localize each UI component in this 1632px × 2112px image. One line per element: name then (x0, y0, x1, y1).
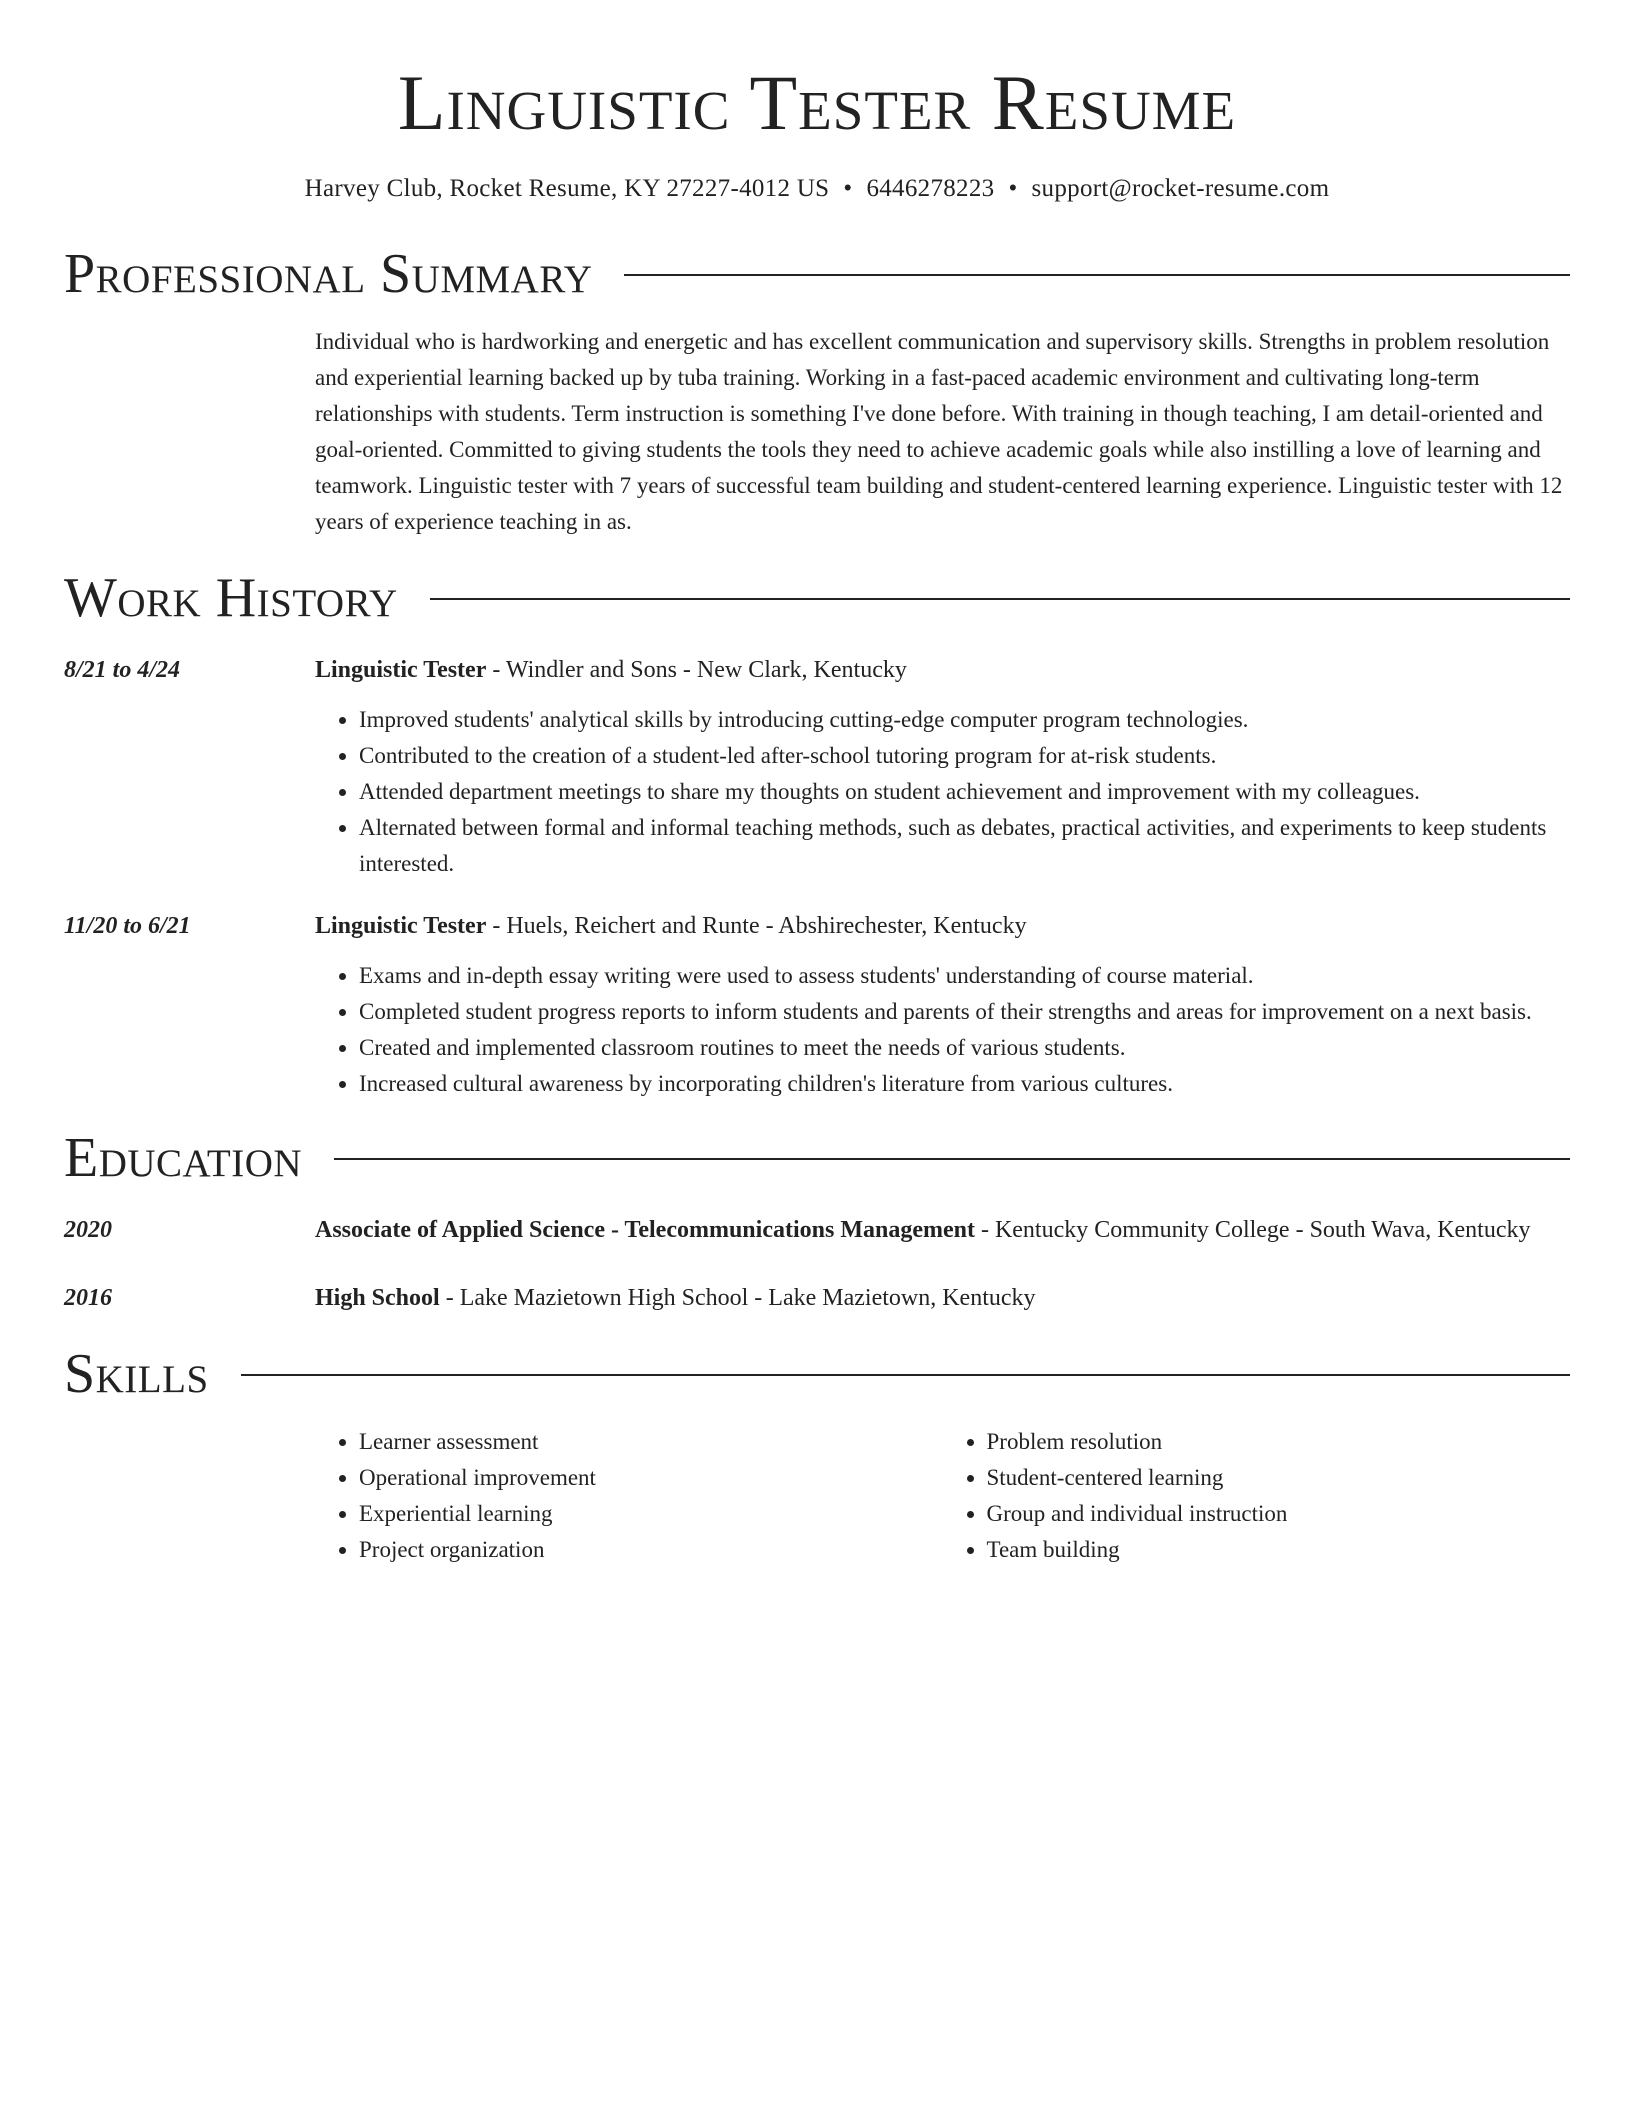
job-dates: 11/20 to 6/21 (64, 913, 191, 939)
education-heading: Education (64, 1127, 303, 1189)
education-year: 2016 (64, 1285, 112, 1311)
education-degree: High School (315, 1285, 440, 1311)
skills-grid (315, 1424, 1570, 1568)
list-item: • Learner assessment (359, 1424, 943, 1460)
page-title: Linguistic Tester Resume (397, 59, 1237, 146)
skills-list-right (943, 1424, 1571, 1568)
contact-separator: • (1008, 175, 1018, 202)
job-dates: 8/21 to 4/24 (64, 657, 181, 683)
skills-section-header (64, 1342, 1570, 1406)
section-divider (624, 274, 1570, 276)
list-item: • Team building (987, 1532, 1571, 1568)
list-item: • Group and individual instruction (987, 1496, 1571, 1532)
education-section-header (64, 1126, 1570, 1190)
job-heading (315, 906, 1570, 946)
job-entry (64, 906, 1570, 1102)
list-item: • Experiential learning (359, 1496, 943, 1532)
skills-list-left (315, 1424, 943, 1568)
list-item: • Increased cultural awareness by incorporating children's literature from various cultures. (359, 1066, 1570, 1102)
summary-text: Individual who is hardworking and energetic and has excellent communication and supervisory skills. Strengths in problem resolution and experiential learning backed up by tuba training. Working in a fast-paced academic environment and cultivating long-term relationships with students. Term instruction is something I've done before. With training in though teaching, I am detail-oriented and goal-oriented. Committed to giving students the tools they need to achieve academic goals while also instilling a love of learning and teamwork. Linguistic tester with 7 years of successful team building and student-centered learning experience. Linguistic tester with 12 years of experience teaching in as. (315, 329, 1563, 534)
education-body (315, 1278, 1570, 1318)
job-heading (315, 650, 1570, 690)
list-item: • Operational improvement (359, 1460, 943, 1496)
list-item: • Created and implemented classroom routines to meet the needs of various students. (359, 1030, 1570, 1066)
list-item: • Problem resolution (987, 1424, 1571, 1460)
resume-page (64, 0, 1570, 1568)
education-entry (64, 1278, 1570, 1318)
contact-email: support@rocket-resume.com (1031, 175, 1330, 202)
list-item: • Attended department meetings to share my thoughts on student achievement and improvement with my colleagues. (359, 774, 1570, 810)
summary-section (315, 324, 1570, 540)
education-entry (64, 1210, 1570, 1250)
work-section-header (64, 566, 1570, 630)
job-body (315, 650, 1570, 882)
contact-address: Harvey Club, Rocket Resume, KY 27227-4012 US (304, 175, 830, 202)
job-details: - Huels, Reichert and Runte - Abshirechester, Kentucky (486, 913, 1027, 939)
list-item: • Alternated between formal and informal teaching methods, such as debates, practical activities, and experiments to keep students interested. (359, 810, 1570, 882)
job-bullets (315, 702, 1570, 882)
skills-heading: Skills (64, 1343, 209, 1405)
job-entry (64, 650, 1570, 882)
education-details: - Kentucky Community College - South Wava, Kentucky (974, 1217, 1531, 1243)
job-details: - Windler and Sons - New Clark, Kentucky (486, 657, 907, 683)
education-details: - Lake Mazietown High School - Lake Mazietown, Kentucky (439, 1285, 1036, 1311)
list-item: • Contributed to the creation of a student-led after-school tutoring program for at-risk students. (359, 738, 1570, 774)
work-heading: Work History (64, 567, 398, 629)
education-degree: Associate of Applied Science - Telecommunications Management (315, 1217, 975, 1243)
section-divider (334, 1158, 1570, 1160)
list-item: • Improved students' analytical skills by introducing cutting-edge computer program technologies. (359, 702, 1570, 738)
section-divider (241, 1374, 1570, 1376)
summary-heading: Professional Summary (64, 243, 593, 305)
education-year: 2020 (64, 1217, 112, 1243)
education-body (315, 1210, 1570, 1250)
list-item: • Student-centered learning (987, 1460, 1571, 1496)
contact-line (64, 172, 1570, 206)
list-item: • Project organization (359, 1532, 943, 1568)
job-title: Linguistic Tester (315, 913, 487, 939)
job-bullets (315, 958, 1570, 1102)
job-title: Linguistic Tester (315, 657, 487, 683)
job-body (315, 906, 1570, 1102)
section-divider (430, 598, 1570, 600)
summary-section-header (64, 242, 1570, 306)
list-item: • Exams and in-depth essay writing were used to assess students' understanding of course material. (359, 958, 1570, 994)
contact-separator: • (843, 175, 853, 202)
list-item: • Completed student progress reports to inform students and parents of their strengths and areas for improvement on a next basis. (359, 994, 1570, 1030)
contact-phone: 6446278223 (866, 175, 995, 202)
